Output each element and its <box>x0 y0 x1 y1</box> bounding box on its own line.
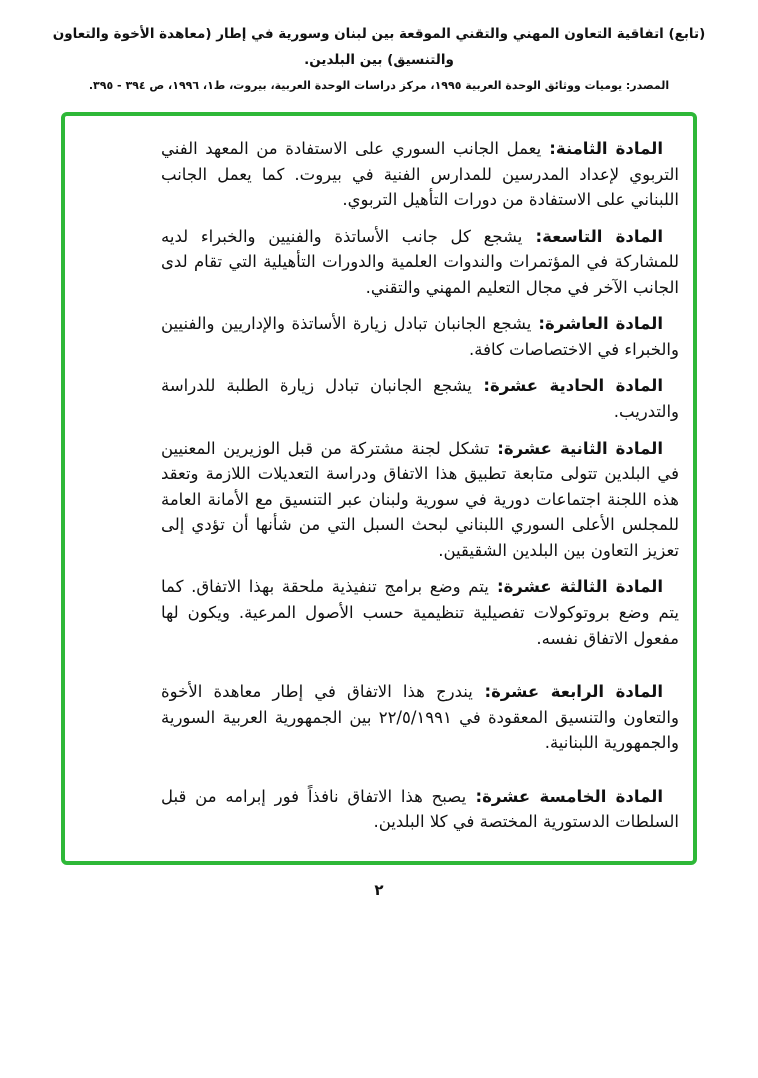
article-heading: المادة الخامسة عشرة: <box>466 786 663 806</box>
article-paragraph <box>161 679 679 756</box>
highlight-border-box <box>61 112 697 865</box>
article-body: يعمل الجانب السوري على الاستفادة من المعهد الفني التربوي لإعداد المدرسين للمدارس الفنية في بيروت. كما يعمل الجانب اللبناني على الاستفادة من دورات التأهيل التربوي. <box>161 138 679 210</box>
article-heading: المادة التاسعة: <box>522 226 663 246</box>
article-heading: المادة الثامنة: <box>541 138 663 158</box>
document-title: (تابع) اتفاقية التعاون المهني والتقني الموقعة بين لبنان وسورية في إطار (معاهدة الأخوة والتعاون والتنسيق) بين البلدين. <box>52 26 706 68</box>
article-body: يشجع كل جانب الأساتذة والفنيين والخبراء لديه للمشاركة في المؤتمرات والندوات العلمية والدورات التأهيلية التي تقام لدى الجانب الآخر في مجال التعليم المهني والتقني. <box>161 226 679 297</box>
article-heading: المادة الثالثة عشرة: <box>488 577 664 597</box>
article-body: يصبح هذا الاتفاق نافذاً فور إبرامه من قبل السلطات الدستورية المختصة في كلا البلدين. <box>161 786 679 832</box>
article-paragraph <box>161 136 679 213</box>
article-body: تشكل لجنة مشتركة من قبل الوزيرين المعنيين في البلدين تتولى متابعة تطبيق هذا الاتفاق ودراسة التعديلات اللازمة وتعقد هذه اللجنة اجتماعات دورية في سورية ولبنان عبر التنسيق مع الأمانة العامة للمجلس الأعلى السوري اللبناني لبحث السبل التي من شأنها أن تؤدي إلى تعزيز التعاون بين البلدين الشقيقين. <box>161 438 679 560</box>
article-body: يشجع الجانبان تبادل زيارة الطلبة للدراسة والتدريب. <box>161 376 679 422</box>
document-source-line: المصدر: يوميات ووثائق الوحدة العربية ١٩٩٥، مركز دراسات الوحدة العربية، بيروت، ط١، ١٩٩٦، ص ٣٩٤ - ٣٩٥. <box>88 79 670 93</box>
article-body: يتم وضع برامج تنفيذية ملحقة بهذا الاتفاق. كما يتم وضع بروتوكولات تفصيلية تنظيمية حسب الأصول المرعية. ويكون لها مفعول الاتفاق نفسه. <box>161 577 679 648</box>
article-heading: المادة الثانية عشرة: <box>489 438 664 458</box>
articles-list <box>161 136 679 835</box>
article-paragraph <box>161 311 679 362</box>
article-paragraph <box>161 784 679 835</box>
article-body: يشجع الجانبان تبادل زيارة الأساتذة والإداريين والفنيين والخبراء في الاختصاصات كافة. <box>161 314 679 359</box>
article-heading: المادة العاشرة: <box>531 314 663 334</box>
article-paragraph <box>161 373 679 424</box>
article-paragraph <box>161 436 679 564</box>
article-paragraph <box>161 574 679 651</box>
article-body: يندرج هذا الاتفاق في إطار معاهدة الأخوة والتعاون والتنسيق المعقودة في ٢٢/٥/١٩٩١ بين الجمهورية العربية السورية والجمهورية اللبنانية. <box>161 682 679 753</box>
page-number: ٢ <box>374 880 384 899</box>
article-paragraph <box>161 224 679 301</box>
article-heading: المادة الرابعة عشرة: <box>472 682 663 702</box>
article-heading: المادة الحادية عشرة: <box>471 376 663 396</box>
